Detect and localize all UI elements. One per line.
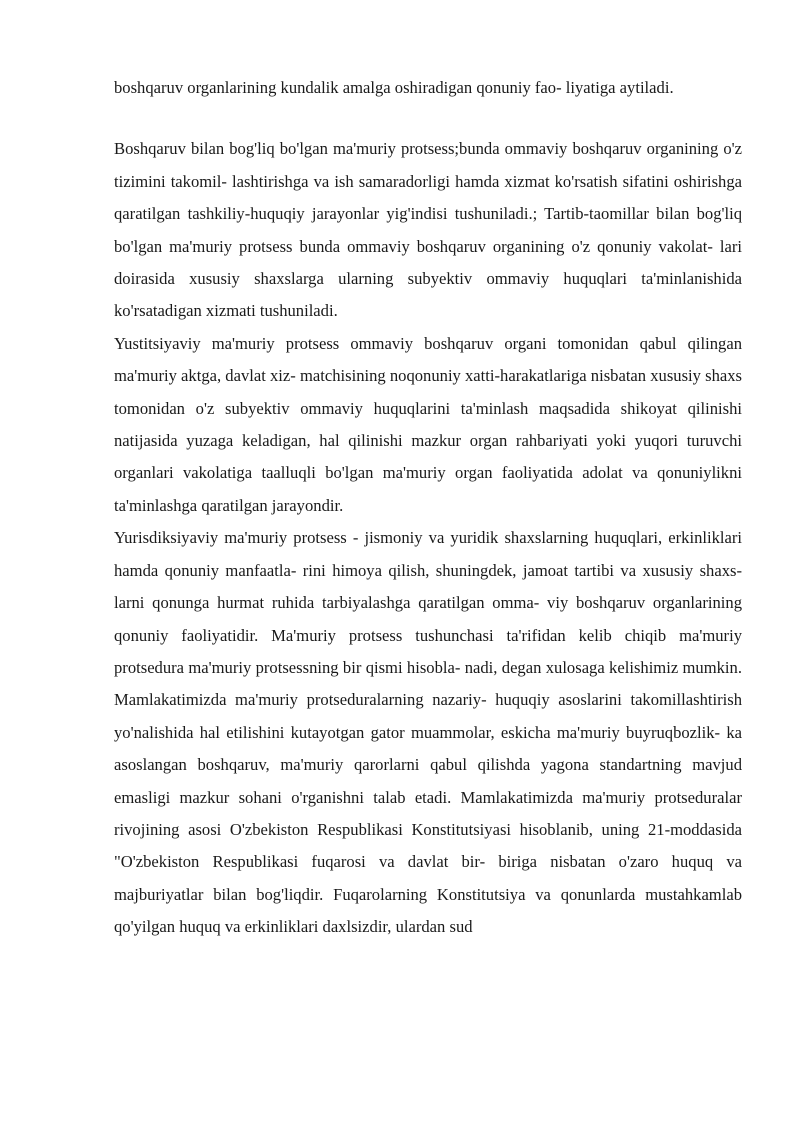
paragraph-2: Boshqaruv bilan bog'liq bo'lgan ma'muriy protsess;bunda ommaviy boshqaruv organining o'z tizimini takomil- lashtirishga va ish samaradorligi hamda xizmat ko'rsatish sifatini oshirishga qaratilgan tashkiliy-huquqiy jarayonlar yig'indisi tushuniladi.; Tartib-taomillar bilan bog'liq bo'lgan ma'muriy protsess bunda ommaviy boshqaruv organining o'z qonuniy vakolat- lari doirasida xususiy shaxslarga ularning subyektiv ommaviy huquqlari ta'minlanishida ko'rsatadigan xizmati tushuniladi. [114, 139, 742, 321]
document-page [114, 72, 742, 944]
paragraph-4: Yurisdiksiyaviy ma'muriy protsess - jismoniy va yuridik shaxslarning huquqlari, erkinliklari hamda qonuniy manfaatla- rini himoya qilish, shuningdek, jamoat tartibi va xususiy shaxs- larni qonunga hurmat ruhida tarbiyalashga qaratilgan omma- viy boshqaruv organlarining qonuniy faoliyatidir. Ma'muriy protsess tushunchasi ta'rifidan kelib chiqib ma'muriy protsedura ma'muriy protsessning bir qismi hisobla- nadi, degan xulosaga kelishimiz mumkin. Mamlakatimizda ma'muriy protseduralarning nazariy- huquqiy asoslarini takomillashtirish yo'nalishida hal etilishini kutayotgan gator muammolar, eskicha ma'muriy buyruqbozlik- ka asoslangan boshqaruv, ma'muriy qarorlarni qabul qilishda yagona standartning mavjud emasligi mazkur sohani o'rganishni talab etadi. Mamlakatimizda ma'muriy protseduralar rivojining asosi O'zbekiston Respublikasi Konstitutsiyasi hisoblanib, uning 21-moddasida "O'zbekiston Respublikasi fuqarosi va davlat bir- biriga nisbatan o'zaro huquq va majburiyatlar bilan bog'liqdir. Fuqarolarning Konstitutsiya va qonunlarda mustahkamlab qo'yilgan huquq va erkinliklari daxlsizdir, ulardan sud [114, 528, 742, 937]
paragraph-3: Yustitsiyaviy ma'muriy protsess ommaviy boshqaruv organi tomonidan qabul qilingan ma'muriy aktga, davlat xiz- matchisining noqonuniy xatti-harakatlariga nisbatan xususiy shaxs tomonidan o'z subyektiv ommaviy huquqlarini ta'minlash maqsadida shikoyat qilinishi natijasida yuzaga keladigan, hal qilinishi mazkur organ rahbariyati yoki yuqori turuvchi organlari vakolatiga taalluqli bo'lgan ma'muriy organ faoliyatida adolat va qonuniylikni ta'minlashga qaratilgan jarayondir. [114, 333, 742, 515]
paragraph-1: boshqaruv organlarining kundalik amalga oshiradigan qonuniy fao- liyatiga aytiladi. [114, 78, 674, 97]
